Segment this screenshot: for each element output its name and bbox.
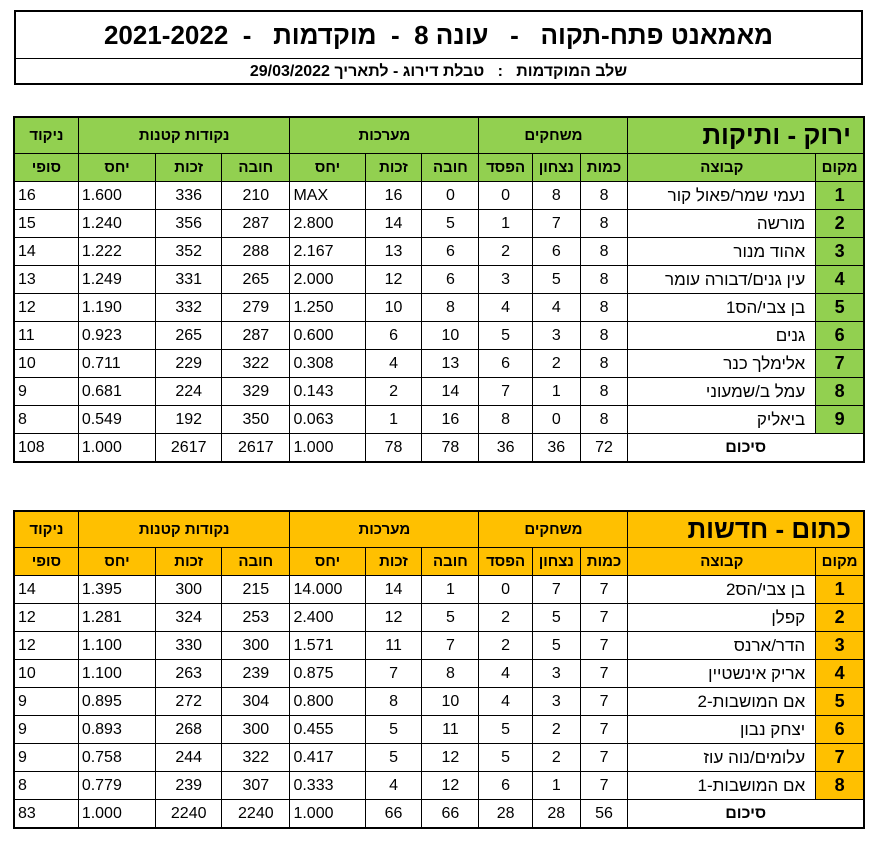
page-title: מאמאנט פתח-תקוה - עונה 8 - מוקדמות - 2021-2022 <box>16 12 861 59</box>
points-credit-cell: 300 <box>156 576 222 604</box>
points-ratio-cell: 1.100 <box>78 632 155 660</box>
boards-credit-cell: 14 <box>365 210 422 238</box>
won-cell: 5 <box>532 632 580 660</box>
points-debit-cell: 322 <box>222 744 290 772</box>
total-played: 72 <box>580 434 628 462</box>
header-boards: מערכות <box>290 512 479 548</box>
header-games: משחקים <box>479 512 628 548</box>
total-won: 36 <box>532 434 580 462</box>
team-name: מורשה <box>628 210 816 238</box>
total-points-debit: 2240 <box>222 800 290 828</box>
column-header-lost: הפסד <box>479 548 533 576</box>
boards-credit-cell: 2 <box>365 378 422 406</box>
won-cell: 1 <box>532 378 580 406</box>
points-credit-cell: 332 <box>156 294 222 322</box>
points-ratio-cell: 0.549 <box>78 406 155 434</box>
won-cell: 2 <box>532 350 580 378</box>
boards-debit-cell: 13 <box>422 350 479 378</box>
total-lost: 28 <box>479 800 533 828</box>
table-row <box>15 660 864 688</box>
boards-credit-cell: 12 <box>365 604 422 632</box>
won-cell: 7 <box>532 210 580 238</box>
won-cell: 0 <box>532 406 580 434</box>
boards-ratio-cell: 0.800 <box>290 688 365 716</box>
played-cell: 8 <box>580 322 628 350</box>
won-cell: 2 <box>532 744 580 772</box>
total-boards-debit: 66 <box>422 800 479 828</box>
points-debit-cell: 307 <box>222 772 290 800</box>
boards-debit-cell: 12 <box>422 772 479 800</box>
team-name: יצחק נבון <box>628 716 816 744</box>
boards-ratio-cell: 0.600 <box>290 322 365 350</box>
boards-credit-cell: 13 <box>365 238 422 266</box>
column-header-credit: זכות <box>365 548 422 576</box>
won-cell: 3 <box>532 688 580 716</box>
points-ratio-cell: 1.240 <box>78 210 155 238</box>
played-cell: 8 <box>580 182 628 210</box>
played-cell: 7 <box>580 688 628 716</box>
rank-cell: 3 <box>816 632 864 660</box>
played-cell: 8 <box>580 210 628 238</box>
team-name: אהוד מנור <box>628 238 816 266</box>
points-ratio-cell: 1.395 <box>78 576 155 604</box>
won-cell: 3 <box>532 660 580 688</box>
played-cell: 7 <box>580 772 628 800</box>
points-credit-cell: 224 <box>156 378 222 406</box>
boards-ratio-cell: 0.417 <box>290 744 365 772</box>
boards-ratio-cell: 0.333 <box>290 772 365 800</box>
lost-cell: 2 <box>479 238 533 266</box>
points-credit-cell: 268 <box>156 716 222 744</box>
final-score-cell: 9 <box>15 744 79 772</box>
played-cell: 8 <box>580 266 628 294</box>
points-ratio-cell: 1.249 <box>78 266 155 294</box>
final-score-cell: 10 <box>15 350 79 378</box>
lost-cell: 2 <box>479 604 533 632</box>
boards-debit-cell: 12 <box>422 744 479 772</box>
points-ratio-cell: 0.895 <box>78 688 155 716</box>
boards-ratio-cell: 2.400 <box>290 604 365 632</box>
header-boards: מערכות <box>290 118 479 154</box>
lost-cell: 7 <box>479 378 533 406</box>
played-cell: 7 <box>580 716 628 744</box>
total-played: 56 <box>580 800 628 828</box>
final-score-cell: 9 <box>15 688 79 716</box>
points-ratio-cell: 1.190 <box>78 294 155 322</box>
rank-cell: 4 <box>816 660 864 688</box>
title-box <box>14 10 863 85</box>
lost-cell: 5 <box>479 716 533 744</box>
column-header-rank: מקום <box>816 154 864 182</box>
column-header-ratio: יחס <box>78 154 155 182</box>
total-boards-ratio: 1.000 <box>290 800 365 828</box>
rank-cell: 6 <box>816 716 864 744</box>
boards-credit-cell: 4 <box>365 772 422 800</box>
total-lost: 36 <box>479 434 533 462</box>
boards-ratio-cell: 0.063 <box>290 406 365 434</box>
points-credit-cell: 244 <box>156 744 222 772</box>
boards-credit-cell: 8 <box>365 688 422 716</box>
boards-debit-cell: 8 <box>422 660 479 688</box>
boards-ratio-cell: MAX <box>290 182 365 210</box>
boards-debit-cell: 6 <box>422 238 479 266</box>
points-ratio-cell: 1.222 <box>78 238 155 266</box>
boards-ratio-cell: 2.167 <box>290 238 365 266</box>
won-cell: 4 <box>532 294 580 322</box>
table-row <box>15 576 864 604</box>
points-debit-cell: 304 <box>222 688 290 716</box>
boards-debit-cell: 0 <box>422 182 479 210</box>
boards-ratio-cell: 0.455 <box>290 716 365 744</box>
boards-ratio-cell: 0.308 <box>290 350 365 378</box>
rank-cell: 2 <box>816 210 864 238</box>
points-ratio-cell: 0.681 <box>78 378 155 406</box>
points-credit-cell: 263 <box>156 660 222 688</box>
total-boards-credit: 78 <box>365 434 422 462</box>
table-row <box>15 350 864 378</box>
total-points-ratio: 1.000 <box>78 434 155 462</box>
lost-cell: 8 <box>479 406 533 434</box>
table-row <box>15 210 864 238</box>
final-score-cell: 12 <box>15 632 79 660</box>
played-cell: 8 <box>580 350 628 378</box>
points-ratio-cell: 0.711 <box>78 350 155 378</box>
totals-label: סיכום <box>628 434 864 462</box>
table-row <box>15 688 864 716</box>
played-cell: 8 <box>580 378 628 406</box>
played-cell: 7 <box>580 576 628 604</box>
points-debit-cell: 350 <box>222 406 290 434</box>
team-name: אריק אינשטיין <box>628 660 816 688</box>
lost-cell: 0 <box>479 182 533 210</box>
total-boards-credit: 66 <box>365 800 422 828</box>
column-header-ratio: יחס <box>290 154 365 182</box>
final-score-cell: 15 <box>15 210 79 238</box>
total-boards-ratio: 1.000 <box>290 434 365 462</box>
column-header-won: נצחון <box>532 548 580 576</box>
team-name: נעמי שמר/פאול קור <box>628 182 816 210</box>
header-score: ניקוד <box>15 118 79 154</box>
table-row <box>15 716 864 744</box>
boards-credit-cell: 11 <box>365 632 422 660</box>
table-row <box>15 266 864 294</box>
team-name: אם המושבות-1 <box>628 772 816 800</box>
points-debit-cell: 215 <box>222 576 290 604</box>
points-debit-cell: 287 <box>222 322 290 350</box>
column-header-played: כמות <box>580 548 628 576</box>
table-row <box>15 406 864 434</box>
played-cell: 8 <box>580 238 628 266</box>
lost-cell: 6 <box>479 350 533 378</box>
totals-row <box>15 800 864 828</box>
lost-cell: 4 <box>479 688 533 716</box>
team-name: עמל ב/שמעוני <box>628 378 816 406</box>
final-score-cell: 16 <box>15 182 79 210</box>
lost-cell: 5 <box>479 744 533 772</box>
table-row <box>15 294 864 322</box>
boards-debit-cell: 5 <box>422 210 479 238</box>
points-debit-cell: 210 <box>222 182 290 210</box>
won-cell: 6 <box>532 238 580 266</box>
final-score-cell: 11 <box>15 322 79 350</box>
totals-row <box>15 434 864 462</box>
rank-cell: 8 <box>816 378 864 406</box>
points-debit-cell: 300 <box>222 632 290 660</box>
rank-cell: 1 <box>816 576 864 604</box>
table-group-title: כתום - חדשות <box>628 512 864 548</box>
rank-cell: 7 <box>816 350 864 378</box>
table-row <box>15 182 864 210</box>
played-cell: 8 <box>580 406 628 434</box>
boards-debit-cell: 8 <box>422 294 479 322</box>
total-won: 28 <box>532 800 580 828</box>
lost-cell: 5 <box>479 322 533 350</box>
boards-debit-cell: 7 <box>422 632 479 660</box>
points-ratio-cell: 1.281 <box>78 604 155 632</box>
rank-cell: 9 <box>816 406 864 434</box>
lost-cell: 2 <box>479 632 533 660</box>
column-header-debit: חובה <box>222 548 290 576</box>
total-points-credit: 2240 <box>156 800 222 828</box>
table-row <box>15 632 864 660</box>
boards-credit-cell: 14 <box>365 576 422 604</box>
column-header-debit: חובה <box>422 154 479 182</box>
points-credit-cell: 330 <box>156 632 222 660</box>
boards-ratio-cell: 0.875 <box>290 660 365 688</box>
won-cell: 7 <box>532 576 580 604</box>
standings-table-1 <box>14 117 864 462</box>
column-header-credit: זכות <box>156 548 222 576</box>
boards-debit-cell: 10 <box>422 688 479 716</box>
column-header-rank: מקום <box>816 548 864 576</box>
final-score-cell: 14 <box>15 238 79 266</box>
final-score-cell: 8 <box>15 406 79 434</box>
points-credit-cell: 192 <box>156 406 222 434</box>
points-credit-cell: 336 <box>156 182 222 210</box>
rank-cell: 3 <box>816 238 864 266</box>
team-name: הדר/ארנס <box>628 632 816 660</box>
boards-credit-cell: 6 <box>365 322 422 350</box>
final-score-cell: 12 <box>15 294 79 322</box>
boards-credit-cell: 7 <box>365 660 422 688</box>
played-cell: 7 <box>580 660 628 688</box>
table-row <box>15 378 864 406</box>
points-debit-cell: 329 <box>222 378 290 406</box>
boards-ratio-cell: 0.143 <box>290 378 365 406</box>
played-cell: 7 <box>580 632 628 660</box>
boards-debit-cell: 6 <box>422 266 479 294</box>
rank-cell: 1 <box>816 182 864 210</box>
points-credit-cell: 239 <box>156 772 222 800</box>
final-score-cell: 9 <box>15 716 79 744</box>
total-points-ratio: 1.000 <box>78 800 155 828</box>
boards-debit-cell: 5 <box>422 604 479 632</box>
final-score-cell: 9 <box>15 378 79 406</box>
total-points-credit: 2617 <box>156 434 222 462</box>
boards-credit-cell: 5 <box>365 716 422 744</box>
team-name: אלימלך כנר <box>628 350 816 378</box>
boards-credit-cell: 10 <box>365 294 422 322</box>
points-ratio-cell: 0.893 <box>78 716 155 744</box>
column-header-credit: זכות <box>365 154 422 182</box>
column-header-ratio: יחס <box>78 548 155 576</box>
totals-label: סיכום <box>628 800 864 828</box>
final-score-cell: 13 <box>15 266 79 294</box>
boards-credit-cell: 16 <box>365 182 422 210</box>
column-header-team: קבוצה <box>628 154 816 182</box>
won-cell: 2 <box>532 716 580 744</box>
boards-debit-cell: 10 <box>422 322 479 350</box>
column-header-team: קבוצה <box>628 548 816 576</box>
rank-cell: 8 <box>816 772 864 800</box>
lost-cell: 0 <box>479 576 533 604</box>
team-name: אם המושבות-2 <box>628 688 816 716</box>
column-header-lost: הפסד <box>479 154 533 182</box>
column-header-final: סופי <box>15 548 79 576</box>
header-small-points: נקודות קטנות <box>78 118 290 154</box>
header-games: משחקים <box>479 118 628 154</box>
rank-cell: 6 <box>816 322 864 350</box>
boards-debit-cell: 16 <box>422 406 479 434</box>
rank-cell: 2 <box>816 604 864 632</box>
final-score-cell: 8 <box>15 772 79 800</box>
points-debit-cell: 288 <box>222 238 290 266</box>
points-ratio-cell: 0.758 <box>78 744 155 772</box>
column-header-ratio: יחס <box>290 548 365 576</box>
final-score-cell: 10 <box>15 660 79 688</box>
won-cell: 1 <box>532 772 580 800</box>
boards-ratio-cell: 1.250 <box>290 294 365 322</box>
boards-credit-cell: 5 <box>365 744 422 772</box>
standings-table-2 <box>14 511 864 828</box>
points-debit-cell: 239 <box>222 660 290 688</box>
column-header-debit: חובה <box>422 548 479 576</box>
table-row <box>15 744 864 772</box>
table-row <box>15 238 864 266</box>
table-row <box>15 322 864 350</box>
column-header-final: סופי <box>15 154 79 182</box>
played-cell: 8 <box>580 294 628 322</box>
total-boards-debit: 78 <box>422 434 479 462</box>
boards-debit-cell: 14 <box>422 378 479 406</box>
points-ratio-cell: 1.600 <box>78 182 155 210</box>
points-ratio-cell: 1.100 <box>78 660 155 688</box>
table-row <box>15 772 864 800</box>
column-header-debit: חובה <box>222 154 290 182</box>
boards-ratio-cell: 1.571 <box>290 632 365 660</box>
boards-credit-cell: 12 <box>365 266 422 294</box>
played-cell: 7 <box>580 744 628 772</box>
lost-cell: 1 <box>479 210 533 238</box>
won-cell: 5 <box>532 604 580 632</box>
table-group-title: ירוק - ותיקות <box>628 118 864 154</box>
points-credit-cell: 331 <box>156 266 222 294</box>
points-credit-cell: 356 <box>156 210 222 238</box>
boards-debit-cell: 1 <box>422 576 479 604</box>
rank-cell: 5 <box>816 688 864 716</box>
points-debit-cell: 300 <box>222 716 290 744</box>
boards-ratio-cell: 14.000 <box>290 576 365 604</box>
played-cell: 7 <box>580 604 628 632</box>
points-credit-cell: 324 <box>156 604 222 632</box>
table-row <box>15 604 864 632</box>
rank-cell: 7 <box>816 744 864 772</box>
team-name: בן צבי/הס2 <box>628 576 816 604</box>
points-debit-cell: 253 <box>222 604 290 632</box>
team-name: עין גנים/דבורה עומר <box>628 266 816 294</box>
column-header-credit: זכות <box>156 154 222 182</box>
lost-cell: 4 <box>479 660 533 688</box>
points-debit-cell: 322 <box>222 350 290 378</box>
won-cell: 5 <box>532 266 580 294</box>
header-small-points: נקודות קטנות <box>78 512 290 548</box>
team-name: ביאליק <box>628 406 816 434</box>
lost-cell: 3 <box>479 266 533 294</box>
total-points-debit: 2617 <box>222 434 290 462</box>
boards-credit-cell: 1 <box>365 406 422 434</box>
points-ratio-cell: 0.779 <box>78 772 155 800</box>
boards-ratio-cell: 2.000 <box>290 266 365 294</box>
points-debit-cell: 287 <box>222 210 290 238</box>
column-header-played: כמות <box>580 154 628 182</box>
lost-cell: 4 <box>479 294 533 322</box>
rank-cell: 5 <box>816 294 864 322</box>
page-subtitle: שלב המוקדמות : טבלת דירוג - לתאריך 29/03/2022 <box>249 62 628 80</box>
total-final-score: 108 <box>15 434 79 462</box>
points-ratio-cell: 0.923 <box>78 322 155 350</box>
column-header-won: נצחון <box>532 154 580 182</box>
final-score-cell: 14 <box>15 576 79 604</box>
won-cell: 3 <box>532 322 580 350</box>
rank-cell: 4 <box>816 266 864 294</box>
team-name: עלומים/נוה עוז <box>628 744 816 772</box>
header-score: ניקוד <box>15 512 79 548</box>
team-name: גנים <box>628 322 816 350</box>
total-final-score: 83 <box>15 800 79 828</box>
team-name: קפלן <box>628 604 816 632</box>
points-credit-cell: 265 <box>156 322 222 350</box>
boards-credit-cell: 4 <box>365 350 422 378</box>
team-name: בן צבי/הס1 <box>628 294 816 322</box>
lost-cell: 6 <box>479 772 533 800</box>
points-debit-cell: 279 <box>222 294 290 322</box>
boards-ratio-cell: 2.800 <box>290 210 365 238</box>
won-cell: 8 <box>532 182 580 210</box>
points-credit-cell: 272 <box>156 688 222 716</box>
points-credit-cell: 229 <box>156 350 222 378</box>
boards-debit-cell: 11 <box>422 716 479 744</box>
points-credit-cell: 352 <box>156 238 222 266</box>
points-debit-cell: 265 <box>222 266 290 294</box>
final-score-cell: 12 <box>15 604 79 632</box>
